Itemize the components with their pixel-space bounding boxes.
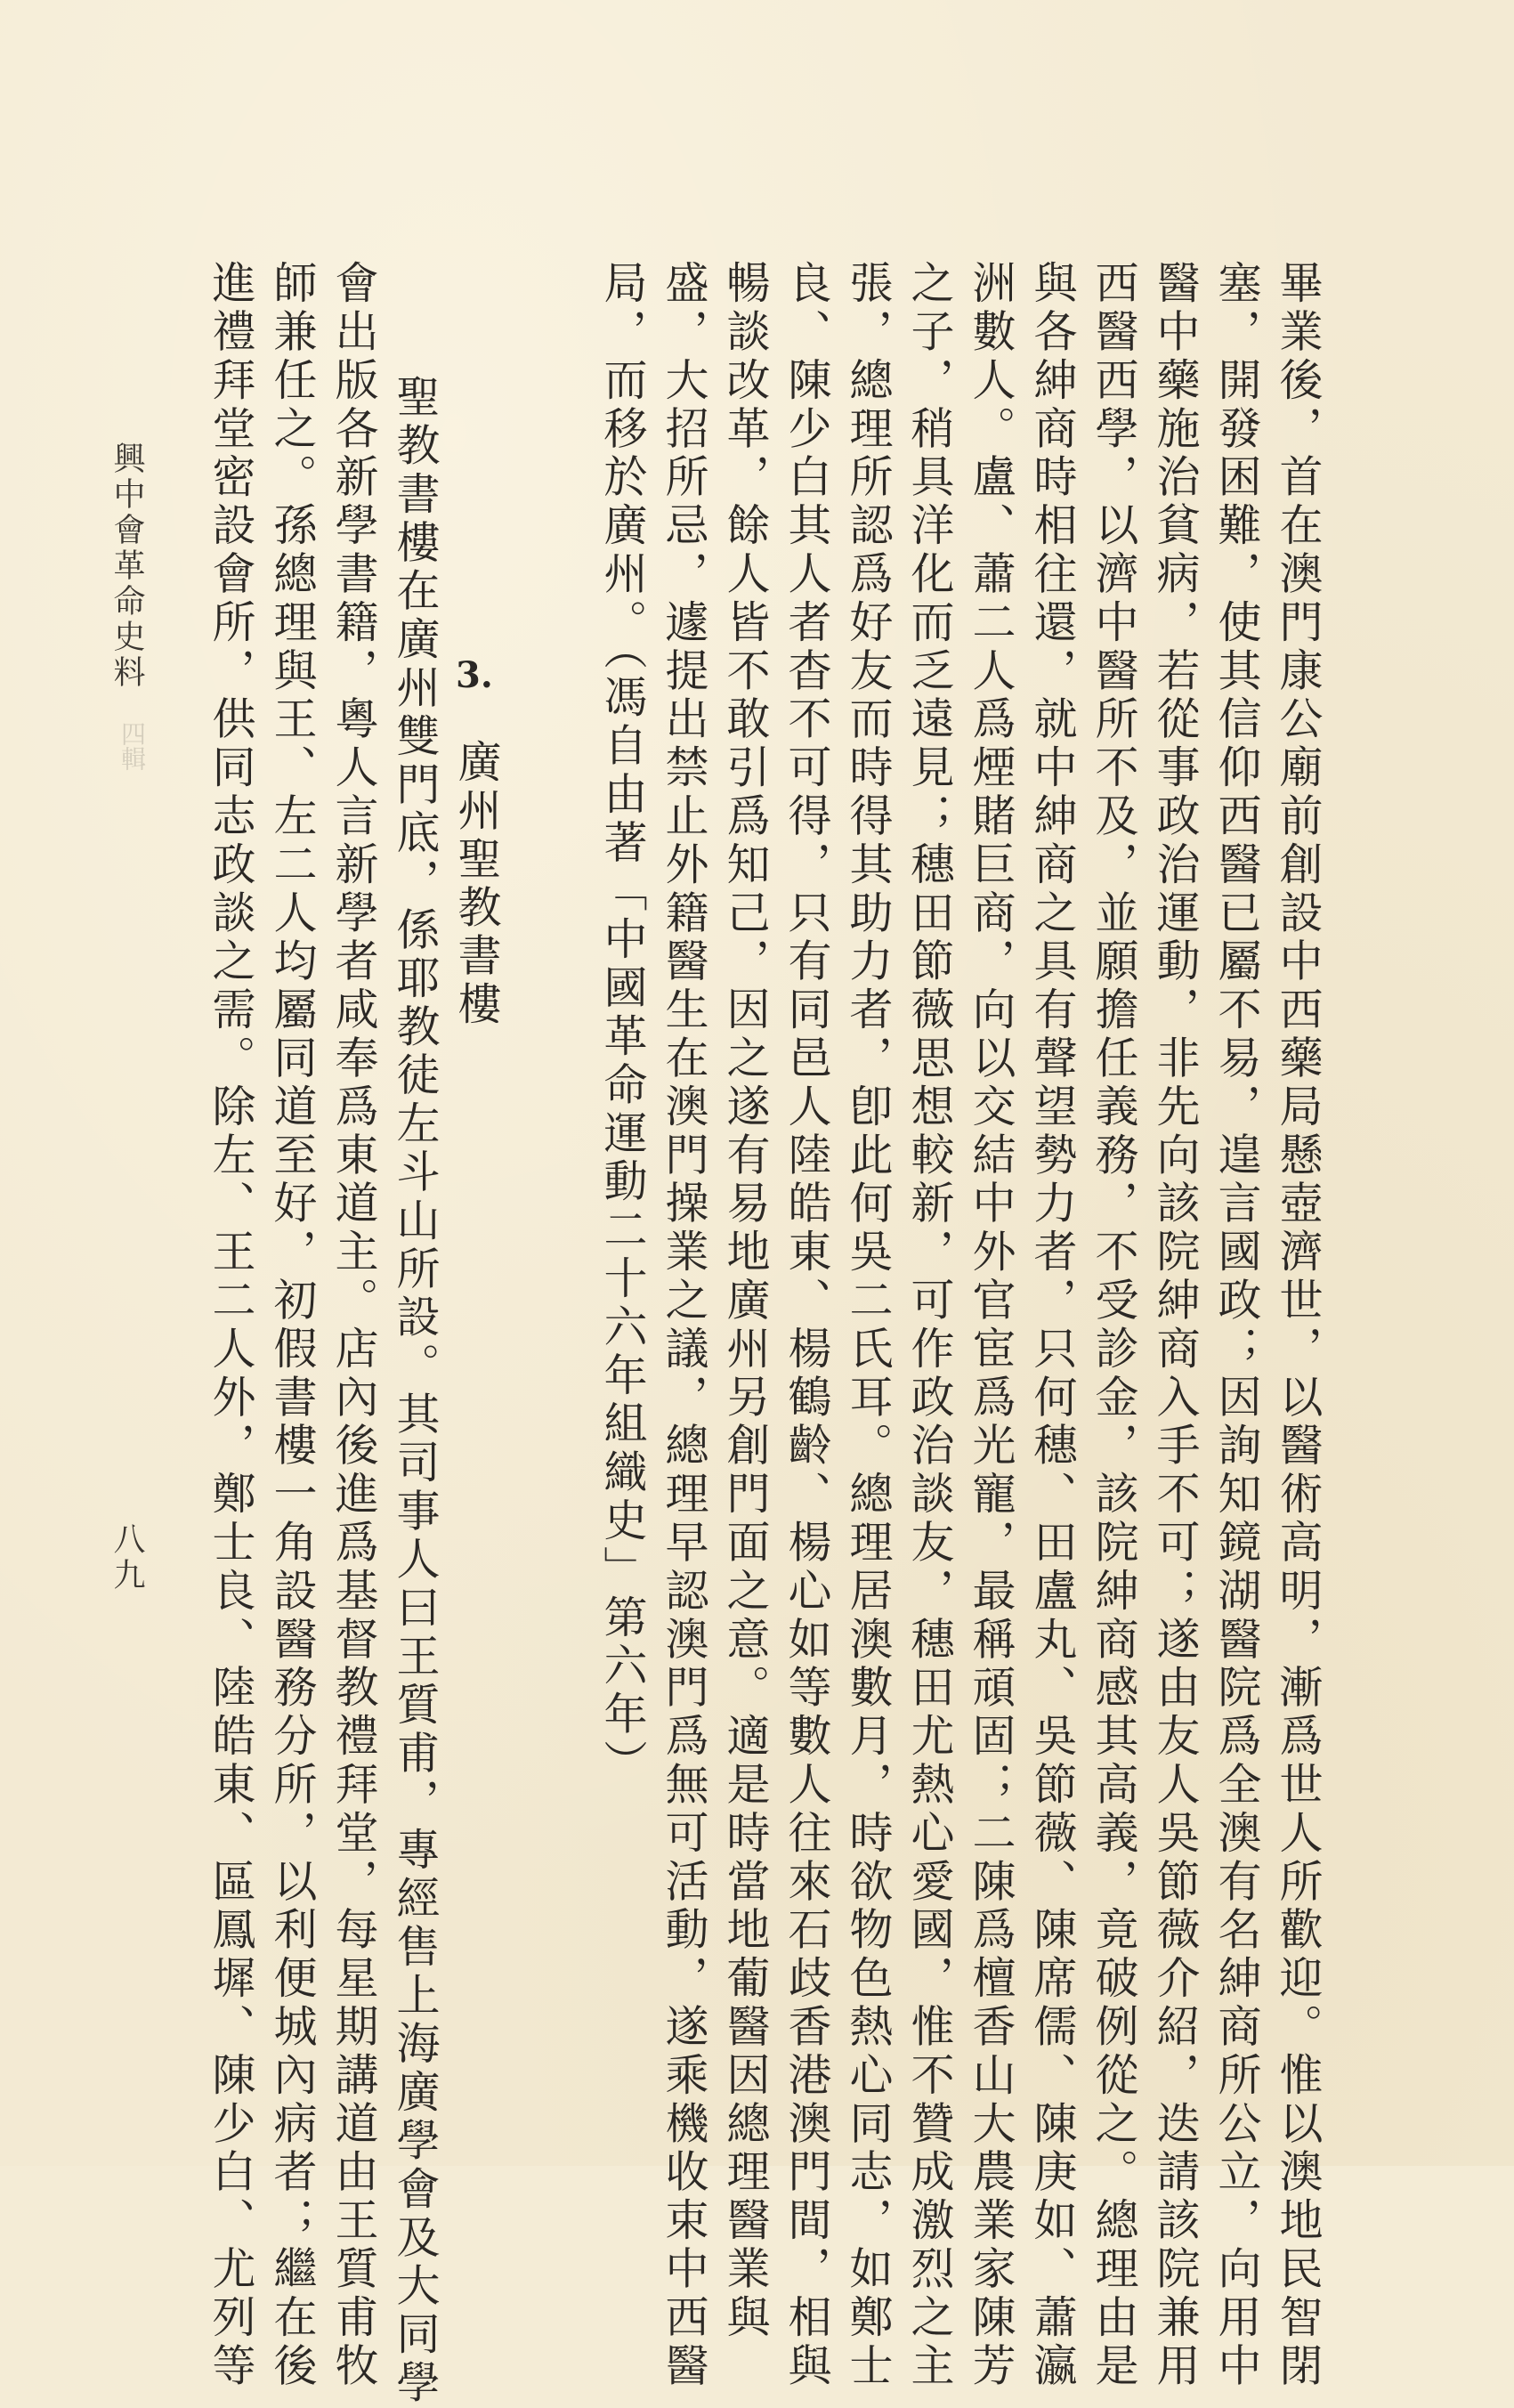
section-text-column-1: 聖教書樓在廣州雙門底，係耶教徒左斗山所設。其司事人曰王質甫，專經售上海廣學會及大同學 (390, 374, 441, 2408)
section-text-column-3: 師兼任之。孫總理與王、左二人均屬同道至好，初假書樓一角設醫務分所，以利便城內病者；繼在後 (267, 260, 318, 2391)
section-text-column-2: 會出版各新學書籍，粵人言新學者咸奉爲東道主。店內後進爲基督教禮拜堂，每星期講道由王質甫牧 (328, 260, 379, 2391)
text-column-5: 與各紳商時相往還，就中紳商之具有聲望勢力者，只何穗、田盧丸、吳節薇、陳席儒、陳庚如、蕭瀛 (1027, 260, 1078, 2391)
text-column-4: 西醫西學，以濟中醫所不及，並願擔任義務，不受診金，該院紳商感其高義，竟破例從之。總理由是 (1089, 260, 1139, 2391)
text-column-12: 局，而移於廣州。（馮自由著「中國革命運動二十六年組織史」第六年） (597, 260, 648, 1788)
text-column-3: 醫中藥施治貧病，若從事政治運動，非先向該院紳商入手不可；遂由友人吳節薇介紹，迭請該院兼用 (1150, 260, 1201, 2391)
text-column-6: 洲數人。盧、蕭二人爲煙賭巨商，向以交結中外官宦爲光寵，最稱頑固；二陳爲檀香山大農業家陳芳 (966, 260, 1016, 2391)
page-number: 八九 (109, 1522, 145, 1593)
volume-mark: 四輯 (117, 721, 147, 771)
text-column-11: 盛，大招所忌，遽提出禁止外籍醫生在澳門操業之議，總理早認澳門爲無可活動，遂乘機收束中西醫 (659, 260, 709, 2391)
text-column-10: 暢談改革，餘人皆不敢引爲知己，因之遂有易地廣州另創門面之意。適是時當地葡醫因總理醫業與 (720, 260, 771, 2343)
section-text-column-4: 進禮拜堂密設會所，供同志政談之需。除左、王二人外，鄭士良、陸皓東、區鳳墀、陳少白、尤列等 (206, 260, 256, 2391)
section-title: 廣州聖教書樓 (451, 739, 502, 1030)
running-book-title: 興中會革命史料 (109, 442, 145, 691)
text-column-2: 塞，開發困難，使其信仰西醫已屬不易，遑言國政；因詢知鏡湖醫院爲全澳有名紳商所公立，向用中 (1211, 260, 1262, 2391)
text-column-7: 之子，稍具洋化而乏遠見；穗田節薇思想較新，可作政治談友，穗田尤熱心愛國，惟不贊成激烈之主 (904, 260, 955, 2391)
text-column-8: 張，總理所認爲好友而時得其助力者，卽此何吳二氏耳。總理居澳數月，時欲物色熱心同志，如鄭士 (843, 260, 894, 2391)
text-column-1: 畢業後，首在澳門康公廟前創設中西藥局懸壺濟世，以醫術高明，漸爲世人所歡迎。惟以澳地民智閉 (1273, 260, 1324, 2391)
text-column-9: 良、陳少白其人者杳不可得，只有同邑人陸皓東、楊鶴齡、楊心如等數人往來石歧香港澳門間，相與 (781, 260, 832, 2391)
section-number: 3. (456, 654, 493, 696)
